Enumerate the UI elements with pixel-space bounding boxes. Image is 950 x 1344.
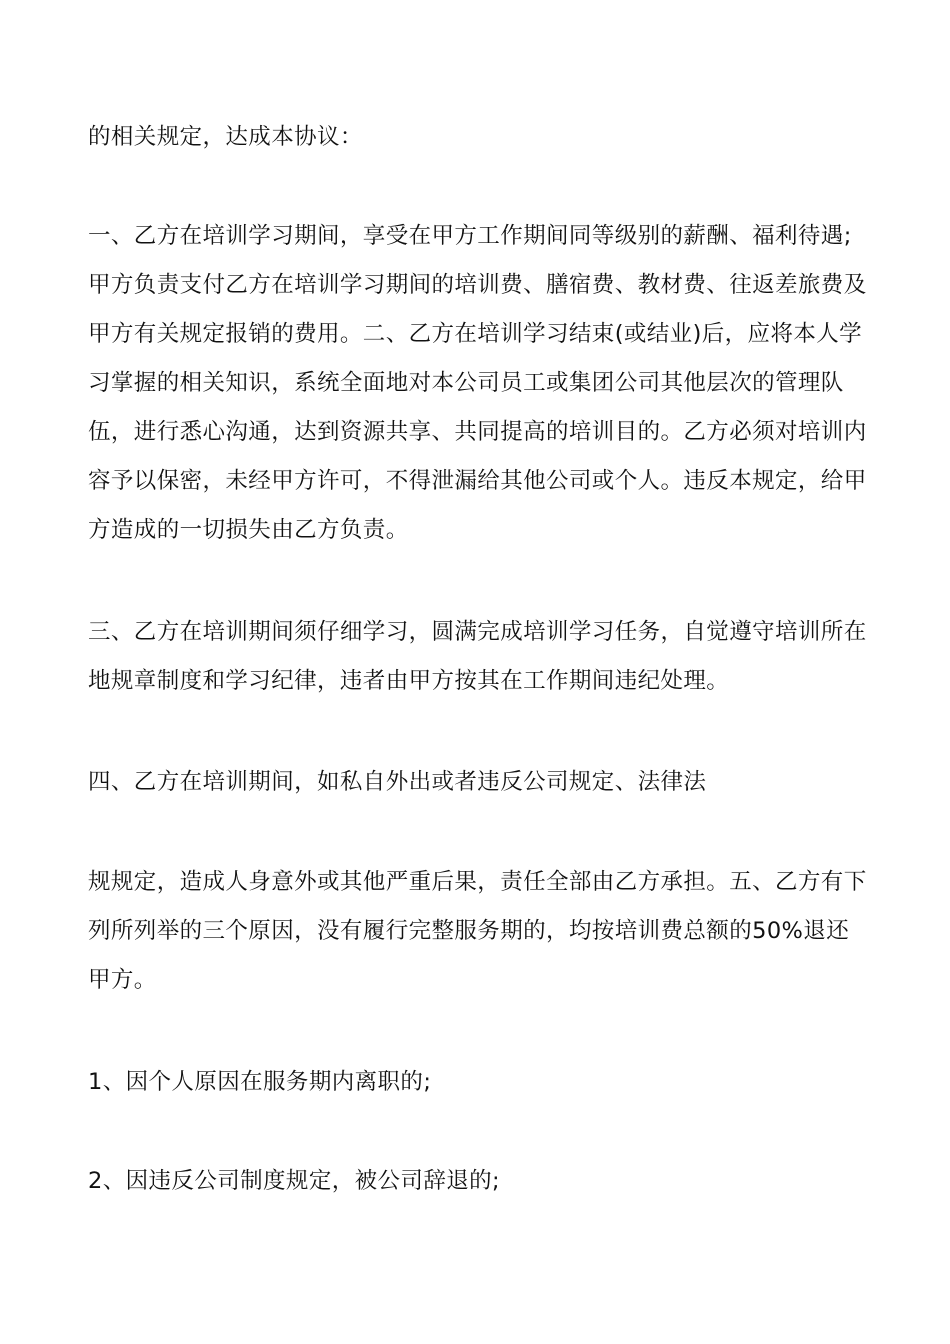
paragraph-clause-4-start: 四、乙方在培训期间，如私自外出或者违反公司规定、法律法 [88,769,707,795]
paragraph-clause-3: 三、乙方在培训期间须仔细学习，圆满完成培训学习任务，自觉遵守培训所在地规章制度和学习纪律，违者由甲方按其在工作期间违纪处理。 [88,619,867,694]
paragraph-intro: 的相关规定，达成本协议： [88,124,363,150]
list-item-1: 1、因个人原因在服务期内离职的; [88,1069,432,1095]
list-item-2: 2、因违反公司制度规定，被公司辞退的; [88,1168,500,1194]
paragraph-clause-4-5: 规规定，造成人身意外或其他严重后果，责任全部由乙方承担。五、乙方有下列所列举的三个原因，没有履行完整服务期的，均按培训费总额的50%退还甲方。 [88,869,867,993]
paragraph-clause-1-2: 一、乙方在培训学习期间，享受在甲方工作期间同等级别的薪酬、福利待遇;甲方负责支付乙方在培训学习期间的培训费、膳宿费、教材费、往返差旅费及甲方有关规定报销的费用。二、乙方在培训学习结束(或结业)后，应将本人学习掌握的相关知识，系统全面地对本公司员工或集团公司其他层次的管理队伍，进行悉心沟通，达到资源共享、共同提高的培训目的。乙方必须对培训内容予以保密，未经甲方许可，不得泄漏给其他公司或个人。违反本规定，给甲方造成的一切损失由乙方负责。 [88,223,867,543]
